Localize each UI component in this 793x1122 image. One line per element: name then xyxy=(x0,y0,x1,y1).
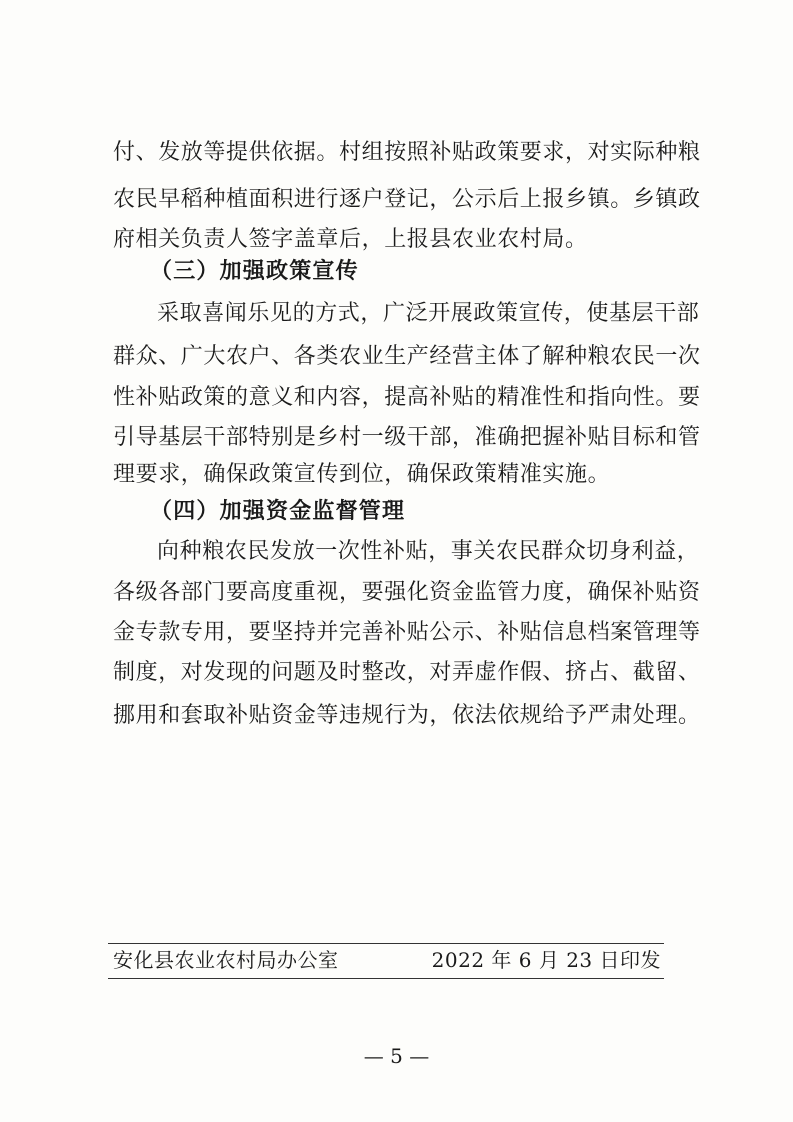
paragraph-line: 农民早稻种植面积进行逐户登记，公示后上报乡镇。乡镇政 xyxy=(113,187,701,212)
paragraph-line: 采取喜闻乐见的方式，广泛开展政策宣传，使基层干部 xyxy=(157,301,700,326)
paragraph-line: 群众、广大农户、各类农业生产经营主体了解种粮农民一次 xyxy=(113,344,701,369)
page-number: — 5 — xyxy=(363,1044,430,1068)
paragraph-line: 金专款专用，要坚持并完善补贴公示、补贴信息档案管理等 xyxy=(113,620,701,645)
footer-divider-top xyxy=(108,943,664,944)
paragraph-line: 制度，对发现的问题及时整改，对弄虚作假、挤占、截留、 xyxy=(113,660,701,685)
section-heading-3: （三）加强政策宣传 xyxy=(150,259,359,284)
section-heading-4: （四）加强资金监督管理 xyxy=(150,499,406,524)
issue-date: 2022 年 6 月 23 日印发 xyxy=(431,948,661,972)
footer-divider-bottom xyxy=(108,978,664,979)
paragraph-line: 性补贴政策的意义和内容，提高补贴的精准性和指向性。要 xyxy=(113,385,701,410)
paragraph-line: 府相关负责人签字盖章后，上报县农业农村局。 xyxy=(113,227,588,252)
paragraph-line: 付、发放等提供依据。村组按照补贴政策要求，对实际种粮 xyxy=(113,140,701,165)
paragraph-line: 挪用和套取补贴资金等违规行为，依法依规给予严肃处理。 xyxy=(113,703,701,728)
paragraph-line: 引导基层干部特别是乡村一级干部，准确把握补贴目标和管 xyxy=(113,425,701,450)
paragraph-line: 各级各部门要高度重视，要强化资金监管力度，确保补贴资 xyxy=(113,580,701,605)
paragraph-line: 理要求，确保政策宣传到位，确保政策精准实施。 xyxy=(113,462,611,487)
issuing-office: 安化县农业农村局办公室 xyxy=(113,948,339,972)
paragraph-line: 向种粮农民发放一次性补贴，事关农民群众切身利益， xyxy=(157,539,700,564)
